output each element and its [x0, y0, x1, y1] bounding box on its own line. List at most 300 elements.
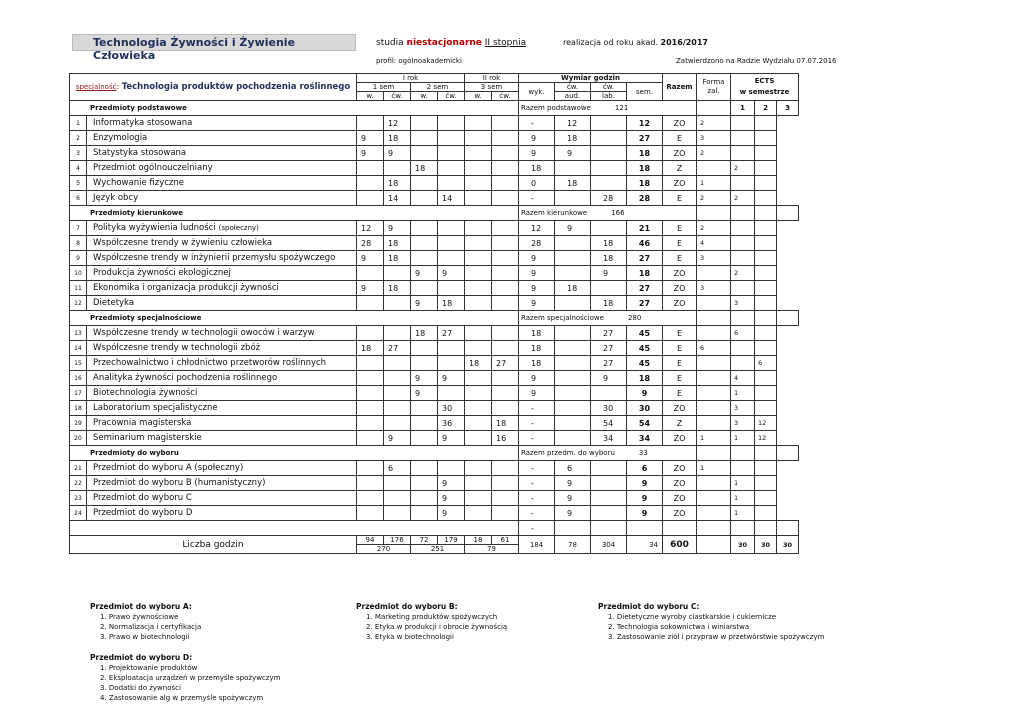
ects-sem1 — [697, 386, 731, 401]
seminar-hours: 21 — [627, 221, 663, 236]
ects-sem3 — [755, 236, 777, 251]
s2-lecture — [411, 116, 438, 131]
s1-lecture — [357, 476, 384, 491]
subject-row — [70, 431, 799, 446]
s3-exercise — [492, 266, 519, 281]
total-hours: ZO — [663, 296, 697, 311]
ects-sem2 — [731, 146, 755, 161]
ects-sem3 — [755, 491, 777, 506]
ects-sem1 — [697, 416, 731, 431]
elective-c-item: 3. Zastosowanie ziół i przypraw w przetwórstwie spożywczym — [608, 633, 825, 641]
s1-lecture — [357, 356, 384, 371]
s1-lecture — [357, 296, 384, 311]
lab-header-line1: ćw. — [591, 83, 627, 92]
s1-lecture — [357, 191, 384, 206]
aud-hours: 18 — [555, 131, 591, 146]
ects-sem-header-2 — [755, 206, 777, 221]
ects-sem3 — [755, 326, 777, 341]
seminar-hours: 27 — [627, 131, 663, 146]
subject-row — [70, 116, 799, 131]
total-hours: E — [663, 326, 697, 341]
lecture-hours: - — [519, 521, 555, 536]
subject-number: 16 — [70, 371, 87, 386]
subject-name — [87, 221, 357, 236]
s3-exercise — [492, 341, 519, 356]
totals-ects: 30 — [731, 536, 755, 554]
s1-exercise: 14 — [384, 191, 411, 206]
lab-hours: 28 — [591, 191, 627, 206]
totals-lab: 304 — [591, 536, 627, 554]
subject-number: 14 — [70, 341, 87, 356]
aud-hours: 18 — [555, 176, 591, 191]
lecture-hours: - — [519, 416, 555, 431]
s1-lecture: 12 — [357, 221, 384, 236]
s3-lecture — [465, 491, 492, 506]
subject-row — [70, 191, 799, 206]
elective-c-title: Przedmiot do wyboru C: — [598, 602, 700, 611]
subject-name-text: Produkcja żywności ekologicznej — [93, 268, 231, 278]
s1-exercise — [384, 296, 411, 311]
subject-number: 22 — [70, 476, 87, 491]
s3-lecture — [465, 461, 492, 476]
ects-sem-header-3 — [777, 311, 799, 326]
s2-exercise — [438, 281, 465, 296]
subject-name-text: Ekonomika i organizacja produkcji żywności — [93, 283, 279, 293]
subject-type-note: (społeczny) — [218, 224, 259, 232]
lecture-hours: - — [519, 476, 555, 491]
s3-exercise — [492, 386, 519, 401]
elective-b-item: 3. Etyka w biotechnologii — [366, 633, 454, 641]
subject-name — [87, 266, 357, 281]
lab-hours — [591, 221, 627, 236]
lecture-hours: 9 — [519, 251, 555, 266]
seminar-hours: 6 — [627, 461, 663, 476]
elective-b-block — [356, 602, 507, 642]
ects-sem-header-1 — [731, 446, 755, 461]
subject-name-text: Przedmiot ogólnouczelniany — [93, 163, 213, 173]
elective-a-item: 2. Normalizacja i certyfikacja — [100, 623, 202, 631]
s3-lecture — [465, 236, 492, 251]
s3-exercise: 18 — [492, 416, 519, 431]
s1-exercise: 18 — [384, 236, 411, 251]
section-title: Przedmioty do wyboru — [70, 446, 519, 461]
ects-sem3 — [755, 296, 777, 311]
s3-lecture — [465, 326, 492, 341]
s3-exercise — [492, 131, 519, 146]
empty-cell — [731, 521, 755, 536]
ects-sem1: 2 — [697, 221, 731, 236]
seminar-hours: 18 — [627, 146, 663, 161]
s1-lecture — [357, 371, 384, 386]
total-hours: ZO — [663, 401, 697, 416]
s1-lecture — [357, 176, 384, 191]
totals-ects: 30 — [755, 536, 777, 554]
ects-sem2: 4 — [731, 371, 755, 386]
ects-sem1: 3 — [697, 281, 731, 296]
ects-sem3 — [755, 116, 777, 131]
ects-sem3 — [755, 221, 777, 236]
total-hours: ZO — [663, 461, 697, 476]
total-hours: Z — [663, 416, 697, 431]
section-total — [519, 101, 697, 116]
s1-lecture: 18 — [357, 341, 384, 356]
ects-sem3 — [755, 341, 777, 356]
subject-name — [87, 461, 357, 476]
ects-sem1: 6 — [697, 341, 731, 356]
subject-row — [70, 176, 799, 191]
s2-exercise — [438, 146, 465, 161]
empty-cell — [777, 521, 799, 536]
empty-cell — [555, 521, 591, 536]
total-hours: ZO — [663, 491, 697, 506]
ects-sem3 — [755, 281, 777, 296]
subject-number: 20 — [70, 431, 87, 446]
s2-exercise — [438, 251, 465, 266]
aud-hours: 12 — [555, 116, 591, 131]
subject-number: 12 — [70, 296, 87, 311]
lecture-hours: 9 — [519, 296, 555, 311]
lab-hours: 18 — [591, 296, 627, 311]
subject-row — [70, 221, 799, 236]
lecture-hours: 12 — [519, 221, 555, 236]
subject-name-text: Pracownia magisterska — [93, 418, 192, 428]
ects-sem2: 6 — [731, 326, 755, 341]
section-total-value: 166 — [611, 209, 625, 217]
realizacja — [563, 38, 708, 47]
subject-name-text: Przedmiot do wyboru A (społeczny) — [93, 463, 244, 473]
s1-exercise — [384, 416, 411, 431]
subject-name — [87, 386, 357, 401]
section-total-label: Razem kierunkowe — [521, 209, 588, 217]
subject-row — [70, 146, 799, 161]
s2-lecture — [411, 341, 438, 356]
subject-number: 10 — [70, 266, 87, 281]
s3-lecture — [465, 371, 492, 386]
seminar-hours: 9 — [627, 491, 663, 506]
aud-hours — [555, 266, 591, 281]
totals-label: Liczba godzin — [70, 536, 357, 554]
year-1-header: I rok — [357, 74, 465, 83]
elective-d-item: 3. Dodatki do żywności — [100, 684, 181, 692]
total-hours: E — [663, 221, 697, 236]
subject-name-text: Współczesne trendy w technologii zbóż — [93, 343, 261, 353]
s3-exercise — [492, 371, 519, 386]
ects-sem2 — [731, 341, 755, 356]
seminar-hours: 18 — [627, 371, 663, 386]
s3-exercise — [492, 401, 519, 416]
s3-exercise-header: ćw. — [492, 92, 519, 101]
ects-sem1 — [697, 401, 731, 416]
s3-exercise — [492, 236, 519, 251]
ects-sem-header-3 — [777, 446, 799, 461]
lab-hours: 27 — [591, 326, 627, 341]
ects-sem3: 6 — [755, 356, 777, 371]
s2-lecture — [411, 356, 438, 371]
ects-sem1: 1 — [697, 461, 731, 476]
s1-exercise — [384, 326, 411, 341]
s2-lecture: 9 — [411, 296, 438, 311]
lecture-hours: - — [519, 461, 555, 476]
lecture-hours: 0 — [519, 176, 555, 191]
s2-lecture — [411, 416, 438, 431]
total-hours: ZO — [663, 281, 697, 296]
totals-semester-hours: 61 — [492, 536, 519, 545]
s2-exercise — [438, 386, 465, 401]
total-hours: E — [663, 191, 697, 206]
s2-exercise: 30 — [438, 401, 465, 416]
lecture-hours: - — [519, 506, 555, 521]
empty-cell — [627, 521, 663, 536]
s3-exercise — [492, 491, 519, 506]
totals-sum: 600 — [663, 536, 697, 554]
s2-lecture — [411, 236, 438, 251]
ects-sem-header-2 — [755, 446, 777, 461]
subject-number: 17 — [70, 386, 87, 401]
total-hours: E — [663, 341, 697, 356]
s1-lecture — [357, 401, 384, 416]
ects-sem2: 1 — [731, 476, 755, 491]
elective-d-title: Przedmiot do wyboru D: — [90, 653, 193, 662]
lecture-hours: - — [519, 116, 555, 131]
subject-name-text: Język obcy — [93, 193, 139, 203]
totals-lecture: 184 — [519, 536, 555, 554]
specialization-label: specjalność — [75, 83, 117, 91]
lecture-hours: 9 — [519, 371, 555, 386]
s1-lecture — [357, 161, 384, 176]
study-mode-prefix: studia — [376, 38, 404, 48]
lecture-hours: - — [519, 491, 555, 506]
aud-hours: 9 — [555, 476, 591, 491]
totals-semester-sum: 79 — [465, 545, 519, 554]
s1-exercise — [384, 506, 411, 521]
lecture-hours: 28 — [519, 236, 555, 251]
aud-hours: 18 — [555, 281, 591, 296]
s3-lecture — [465, 341, 492, 356]
subject-number: 9 — [70, 251, 87, 266]
s1-lecture — [357, 491, 384, 506]
seminar-hours: 46 — [627, 236, 663, 251]
subject-row — [70, 161, 799, 176]
section-header-row — [70, 206, 799, 221]
subject-number: 4 — [70, 161, 87, 176]
seminar-hours: 45 — [627, 341, 663, 356]
s1-lecture-header: w. — [357, 92, 384, 101]
realizacja-prefix: realizacja od roku akad. — [563, 38, 658, 47]
s1-exercise: 9 — [384, 221, 411, 236]
lab-hours — [591, 491, 627, 506]
lecture-hours: 9 — [519, 266, 555, 281]
s2-exercise: 9 — [438, 476, 465, 491]
seminar-hours: 45 — [627, 356, 663, 371]
s3-exercise: 16 — [492, 431, 519, 446]
subject-row — [70, 476, 799, 491]
ects-sem1: 3 — [697, 131, 731, 146]
subject-name-text: Przedmiot do wyboru B (humanistyczny) — [93, 478, 266, 488]
aud-hours — [555, 371, 591, 386]
total-header: Razem — [663, 74, 697, 101]
aud-hours — [555, 326, 591, 341]
elective-a-item: 1. Prawo żywnościowe — [100, 613, 179, 621]
specialization-name: Technologia produktów pochodzenia roślinnego — [121, 82, 351, 92]
profile-text: profil: ogólnoakademicki — [376, 57, 462, 65]
seminar-hours: 9 — [627, 476, 663, 491]
section-total-label: Razem specjalnościowe — [521, 314, 604, 322]
s1-exercise — [384, 161, 411, 176]
s2-lecture: 18 — [411, 161, 438, 176]
totals-semester-hours: 72 — [411, 536, 438, 545]
subject-number: 23 — [70, 491, 87, 506]
lecture-hours: 9 — [519, 131, 555, 146]
s1-exercise: 18 — [384, 131, 411, 146]
totals-semester-hours: 179 — [438, 536, 465, 545]
lab-hours — [591, 161, 627, 176]
s1-lecture: 9 — [357, 131, 384, 146]
s2-exercise: 36 — [438, 416, 465, 431]
subject-name — [87, 401, 357, 416]
empty-cell — [697, 521, 731, 536]
s3-lecture — [465, 161, 492, 176]
subject-name — [87, 146, 357, 161]
seminar-hours: 18 — [627, 266, 663, 281]
subject-name — [87, 131, 357, 146]
s3-exercise — [492, 116, 519, 131]
section-header-row — [70, 446, 799, 461]
lecture-hours: - — [519, 191, 555, 206]
s3-lecture: 18 — [465, 356, 492, 371]
ects-sem2: 1 — [731, 386, 755, 401]
total-hours: E — [663, 251, 697, 266]
total-hours: ZO — [663, 176, 697, 191]
subject-row — [70, 416, 799, 431]
s1-lecture: 28 — [357, 236, 384, 251]
empty-cell — [755, 521, 777, 536]
aud-hours: 9 — [555, 506, 591, 521]
subject-name-text: Analityka żywności pochodzenia roślinnego — [93, 373, 278, 383]
ects-sem2 — [731, 356, 755, 371]
lecture-hours: 9 — [519, 146, 555, 161]
lecture-hours: 18 — [519, 326, 555, 341]
lab-hours — [591, 131, 627, 146]
s3-lecture — [465, 221, 492, 236]
s3-lecture — [465, 116, 492, 131]
lab-hours: 18 — [591, 236, 627, 251]
s3-lecture — [465, 416, 492, 431]
seminar-hours: 54 — [627, 416, 663, 431]
ects-sem3 — [755, 251, 777, 266]
ects-sem3 — [755, 371, 777, 386]
lecture-hours: 18 — [519, 341, 555, 356]
total-hours: Z — [663, 161, 697, 176]
study-plan-table — [69, 73, 799, 554]
ects-header-line1: ECTS — [754, 77, 775, 85]
lab-hours: 9 — [591, 371, 627, 386]
total-hours: E — [663, 131, 697, 146]
year-2-header: II rok — [465, 74, 519, 83]
elective-d-item: 2. Eksploatacja urządzeń w przemyśle spożywczym — [100, 674, 281, 682]
total-hours: ZO — [663, 266, 697, 281]
s1-lecture — [357, 326, 384, 341]
ects-sem2 — [731, 176, 755, 191]
subject-name — [87, 341, 357, 356]
lab-hours: 18 — [591, 251, 627, 266]
lecture-hours: 18 — [519, 161, 555, 176]
section-form-empty — [697, 206, 731, 221]
section-total-value: 33 — [638, 449, 648, 457]
s3-exercise — [492, 221, 519, 236]
total-hours: ZO — [663, 146, 697, 161]
ects-sem1 — [697, 371, 731, 386]
ects-header-line2: w semestrze — [739, 88, 790, 96]
subject-row — [70, 461, 799, 476]
hours-header: Wymiar godzin — [519, 74, 663, 83]
s3-exercise — [492, 326, 519, 341]
elective-d-block — [90, 653, 280, 703]
subject-name-text: Seminarium magisterskie — [93, 433, 202, 443]
s2-lecture: 9 — [411, 266, 438, 281]
ects-sem-header-1: 1 — [731, 101, 755, 116]
s2-lecture — [411, 506, 438, 521]
lab-hours — [591, 386, 627, 401]
section-total — [519, 446, 697, 461]
total-hours: E — [663, 386, 697, 401]
subject-number: 19 — [70, 416, 87, 431]
subject-number: 8 — [70, 236, 87, 251]
aud-hours: 9 — [555, 491, 591, 506]
s3-exercise — [492, 461, 519, 476]
ects-sem2: 3 — [731, 296, 755, 311]
subject-name — [87, 506, 357, 521]
lab-header-line2: lab. — [591, 92, 627, 101]
ects-sem1 — [697, 266, 731, 281]
elective-c-item: 2. Technologia sokownictwa i winiarstwa — [608, 623, 750, 631]
s3-exercise — [492, 146, 519, 161]
aud-header-line1: ćw. — [555, 83, 591, 92]
subject-row — [70, 506, 799, 521]
elective-c-block — [598, 602, 824, 642]
lab-hours — [591, 116, 627, 131]
seminar-hours: 45 — [627, 326, 663, 341]
subject-name-text: Współczesne trendy w inżynierii przemysłu spożywczego — [93, 253, 336, 263]
ects-sem2: 1 — [731, 506, 755, 521]
s3-lecture — [465, 191, 492, 206]
total-hours: ZO — [663, 431, 697, 446]
aud-hours: 9 — [555, 221, 591, 236]
subject-name — [87, 371, 357, 386]
lab-hours: 30 — [591, 401, 627, 416]
section-total-value: 121 — [614, 104, 629, 112]
subject-number: 11 — [70, 281, 87, 296]
lab-hours — [591, 476, 627, 491]
aud-hours: 6 — [555, 461, 591, 476]
s2-lecture — [411, 191, 438, 206]
s2-exercise — [438, 341, 465, 356]
subject-name — [87, 251, 357, 266]
subject-row — [70, 371, 799, 386]
subject-name — [87, 356, 357, 371]
subject-row — [70, 491, 799, 506]
aud-hours — [555, 296, 591, 311]
subject-number: 21 — [70, 461, 87, 476]
subject-number: 13 — [70, 326, 87, 341]
s1-exercise: 6 — [384, 461, 411, 476]
s2-lecture — [411, 131, 438, 146]
ects-sem-header-1 — [731, 206, 755, 221]
form-header-line1: Forma — [702, 78, 725, 86]
s1-lecture — [357, 266, 384, 281]
s1-exercise: 9 — [384, 146, 411, 161]
ects-sem3: 12 — [755, 416, 777, 431]
total-hours: ZO — [663, 506, 697, 521]
